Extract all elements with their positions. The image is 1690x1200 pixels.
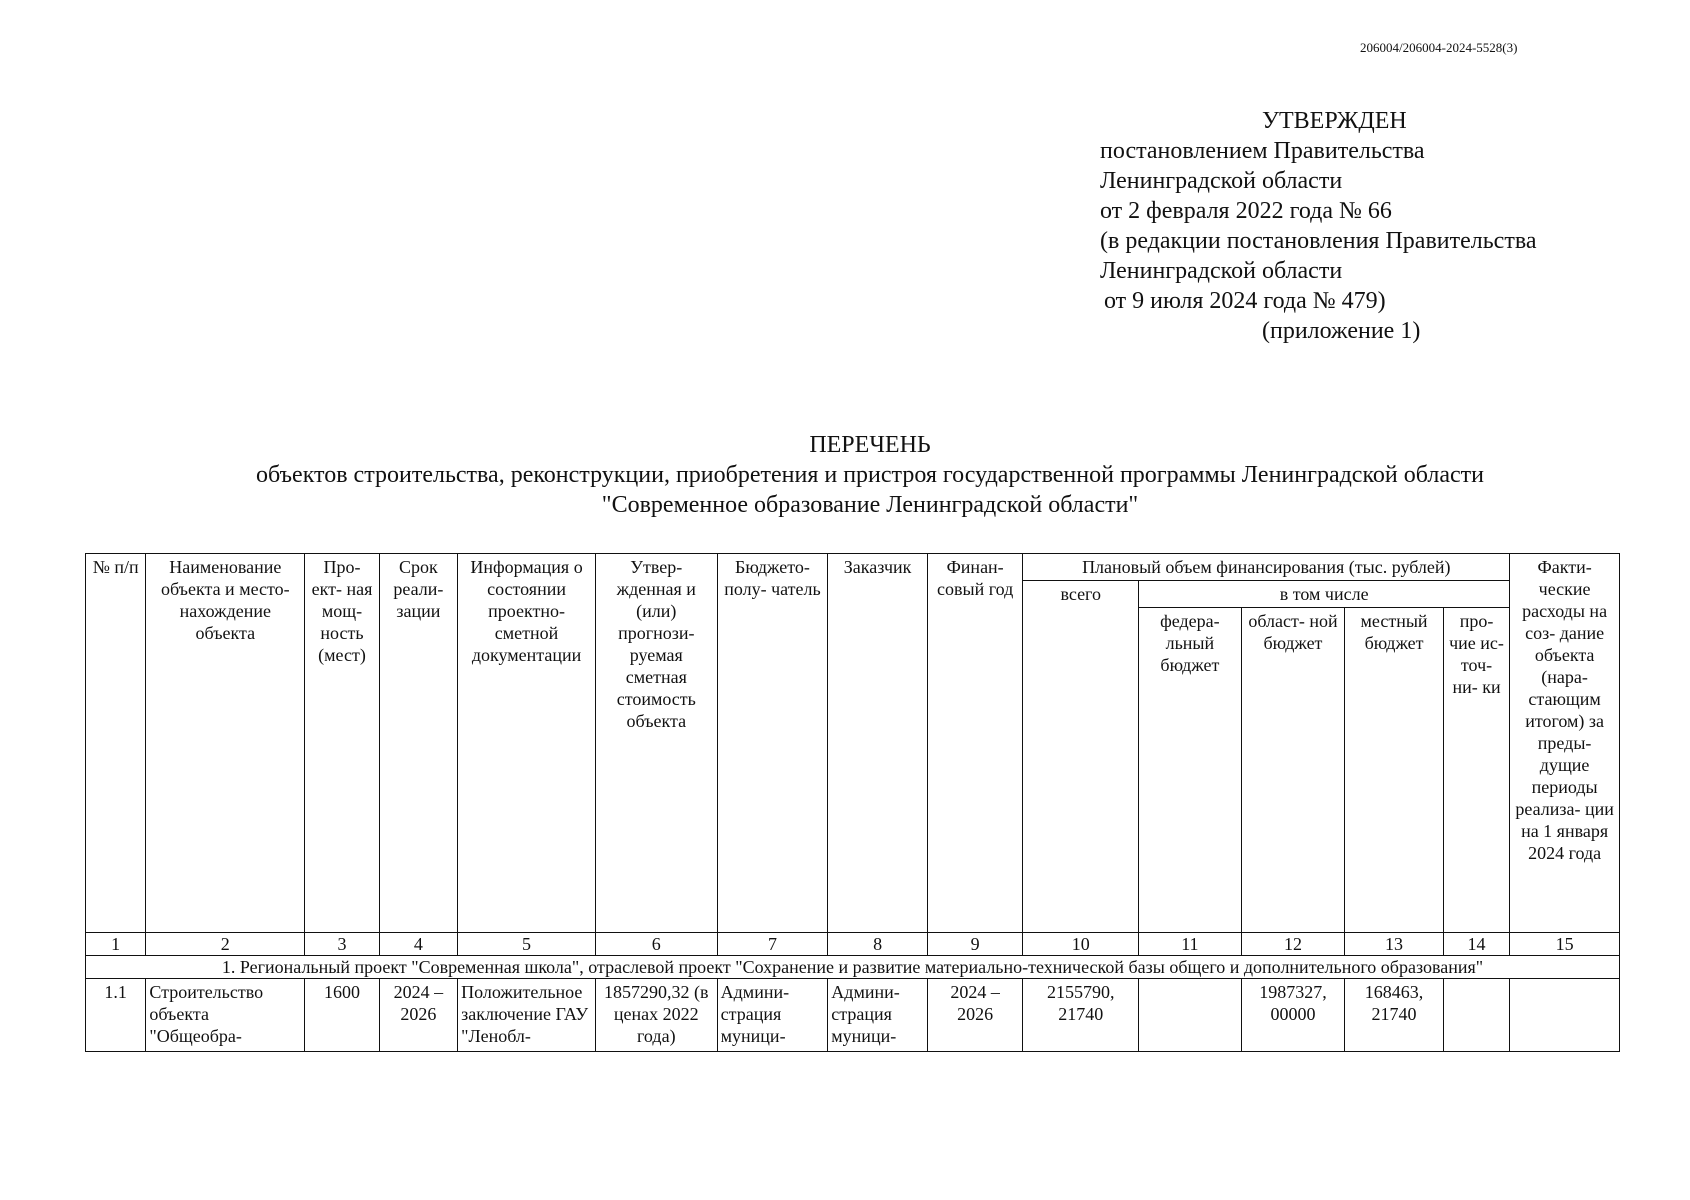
- header-cell: про- чие ис- точ- ни- ки: [1443, 608, 1509, 933]
- header-cell: Про- ект- ная мощ- ность (мест): [305, 554, 379, 933]
- actual-expenses: [1510, 979, 1620, 1052]
- header-row: [86, 554, 1620, 581]
- header-cell: Заказчик: [828, 554, 928, 933]
- financial-year: 2024 – 2026: [927, 979, 1023, 1052]
- header-cell: в том числе: [1139, 581, 1510, 608]
- header-cell: Информация о состоянии проектно- сметной документации: [458, 554, 596, 933]
- column-number: 4: [379, 933, 457, 956]
- approval-block: [1100, 106, 1537, 346]
- document-number: 206004/206004-2024-5528(3): [1360, 40, 1518, 55]
- header-cell: федера- льный бюджет: [1139, 608, 1242, 933]
- column-number: 13: [1345, 933, 1444, 956]
- header-cell: Утвер- жденная и (или) прогнози- руемая сметная стоимость объекта: [595, 554, 717, 933]
- column-number: 2: [146, 933, 305, 956]
- design-documentation: Положительное заключение ГАУ "Ленобл-: [458, 979, 596, 1052]
- column-number: 9: [927, 933, 1023, 956]
- column-number: 12: [1241, 933, 1345, 956]
- header-cell: Бюджето- полу- чатель: [717, 554, 828, 933]
- funding-local: 168463, 21740: [1345, 979, 1444, 1052]
- funding-federal: [1139, 979, 1242, 1052]
- column-number: 11: [1139, 933, 1242, 956]
- row-number: 1.1: [86, 979, 146, 1052]
- capacity: 1600: [305, 979, 379, 1052]
- header-cell: № п/п: [86, 554, 146, 933]
- approval-title: УТВЕРЖДЕН: [1262, 108, 1407, 134]
- header-cell: Плановый объем финансирования (тыс. рублей): [1023, 554, 1510, 581]
- column-number: 7: [717, 933, 828, 956]
- header-cell: Факти- ческие расходы на соз- дание объекта (нара- стающим итогом) за преды- дущие периоды реализа- ции на 1 января 2024 года: [1510, 554, 1620, 933]
- approval-line: постановлением Правительства: [1100, 138, 1425, 164]
- funding-total: 2155790, 21740: [1023, 979, 1139, 1052]
- budget-recipient: Админи- страция муници-: [717, 979, 828, 1052]
- header-cell: област- ной бюджет: [1241, 608, 1345, 933]
- appendix-label: (приложение 1): [1262, 318, 1421, 344]
- column-number: 10: [1023, 933, 1139, 956]
- column-number: 1: [86, 933, 146, 956]
- heading-title: ПЕРЕЧЕНЬ: [809, 432, 931, 458]
- object-name: Строительство объекта "Общеобра-: [146, 979, 305, 1052]
- customer: Админи- страция муници-: [828, 979, 928, 1052]
- header-cell: Наименование объекта и место- нахождение объекта: [146, 554, 305, 933]
- header-cell: Срок реали- зации: [379, 554, 457, 933]
- table-row: [86, 979, 1620, 1052]
- header-cell: Финан- совый год: [927, 554, 1023, 933]
- approval-line: Ленинградской области: [1100, 258, 1343, 284]
- section-row: [86, 956, 1620, 979]
- column-number: 6: [595, 933, 717, 956]
- header-cell: местный бюджет: [1345, 608, 1444, 933]
- approval-line: от 2 февраля 2022 года № 66: [1100, 198, 1392, 224]
- column-number: 14: [1443, 933, 1509, 956]
- header-cell: всего: [1023, 581, 1139, 933]
- column-number: 3: [305, 933, 379, 956]
- approval-line: от 9 июля 2024 года № 479): [1104, 288, 1386, 314]
- document-heading: [0, 430, 1690, 520]
- column-number: 8: [828, 933, 928, 956]
- funding-regional: 1987327, 00000: [1241, 979, 1345, 1052]
- objects-table: [85, 553, 1620, 1052]
- heading-line: "Современное образование Ленинградской области": [601, 492, 1139, 518]
- heading-line: объектов строительства, реконструкции, приобретения и пристроя государственной программы Ленинградской области: [256, 462, 1484, 488]
- column-number-row: [86, 933, 1620, 956]
- approval-line: Ленинградской области: [1100, 168, 1343, 194]
- column-number: 15: [1510, 933, 1620, 956]
- funding-other: [1443, 979, 1509, 1052]
- section-title: 1. Региональный проект "Современная школа", отраслевой проект "Сохранение и развитие материально-технической базы общего и дополнительного образования": [86, 956, 1620, 979]
- column-number: 5: [458, 933, 596, 956]
- implementation-term: 2024 – 2026: [379, 979, 457, 1052]
- estimated-cost: 1857290,32 (в ценах 2022 года): [595, 979, 717, 1052]
- approval-line: (в редакции постановления Правительства: [1100, 228, 1537, 254]
